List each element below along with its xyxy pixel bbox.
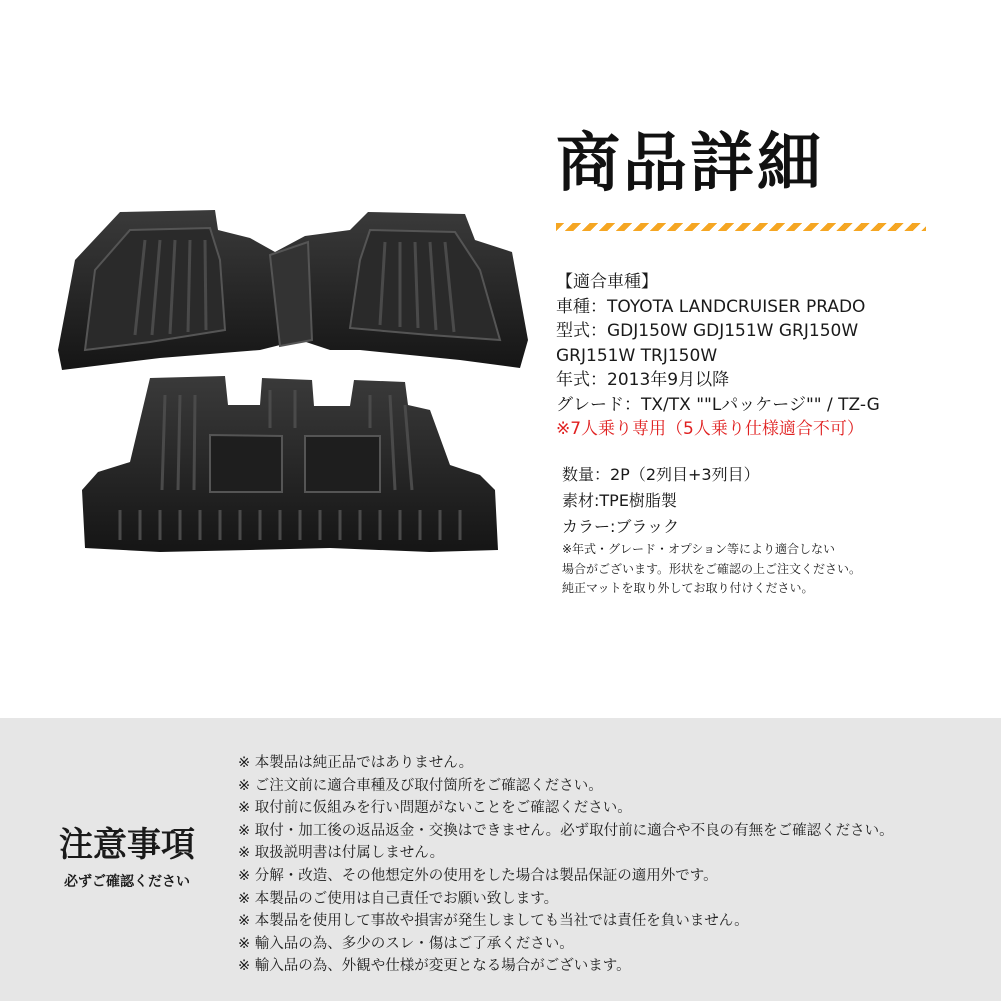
page-heading: 商品詳細: [556, 127, 824, 201]
floor-mat-product-image: [50, 200, 540, 570]
second-row-mat: [58, 210, 528, 370]
material-line: 素材:TPE樹脂製: [562, 491, 677, 510]
note-line: 純正マットを取り外してお取り付けください。: [562, 581, 814, 595]
seat-warning: ※7人乗り専用（5人乗り仕様適合不可）: [556, 419, 864, 439]
product-specs: [562, 462, 760, 540]
note-line: ※年式・グレード・オプション等により適合しない: [562, 542, 835, 556]
caution-item: ※ 分解・改造、その他想定外の使用をした場合は製品保証の適用外です。: [238, 865, 894, 888]
caution-item: ※ 取付前に仮組みを行い問題がないことをご確認ください。: [238, 797, 894, 820]
compatibility-specs: [556, 270, 880, 442]
caution-list: [238, 752, 894, 978]
caution-item: ※ 輸入品の為、多少のスレ・傷はご了承ください。: [238, 933, 894, 956]
compat-header: 【適合車種】: [556, 272, 658, 292]
model-line-2: GRJ151W TRJ150W: [556, 345, 718, 366]
caution-item: ※ 本製品は純正品ではありません。: [238, 752, 894, 775]
caution-item: ※ ご注文前に適合車種及び取付箇所をご確認ください。: [238, 775, 894, 798]
note-line: 場合がございます。形状をご確認の上ご注文ください。: [562, 561, 862, 576]
year-line: 年式：2013年9月以降: [556, 370, 730, 390]
caution-title: 注意事項: [59, 825, 195, 865]
caution-item: ※ 取扱説明書は付属しません。: [238, 842, 894, 865]
caution-item: ※ 本製品を使用して事故や損害が発生しましても当社では責任を負いません。: [238, 910, 894, 933]
model-line-1: 型式：GDJ150W GDJ151W GRJ150W: [556, 321, 859, 341]
caution-item: ※ 本製品のご使用は自己責任でお願い致します。: [238, 888, 894, 911]
color-line: カラー:ブラック: [562, 517, 680, 536]
caution-subtitle: 必ずご確認ください: [64, 874, 190, 890]
caution-item: ※ 輸入品の為、外観や仕様が変更となる場合がございます。: [238, 955, 894, 978]
accent-stripe-divider: [556, 223, 926, 231]
vehicle-line: 車種：TOYOTA LANDCRUISER PRADO: [556, 296, 866, 317]
quantity-line: 数量：2P（2列目+3列目）: [562, 465, 760, 484]
fitment-note: [562, 540, 861, 599]
third-row-mat: [82, 376, 498, 552]
grade-line: グレード：TX/TX ""Lパッケージ"" / TZ-G: [556, 394, 880, 415]
caution-item: ※ 取付・加工後の返品返金・交換はできません。必ず取付前に適合や不良の有無をご確認ください。: [238, 820, 894, 843]
